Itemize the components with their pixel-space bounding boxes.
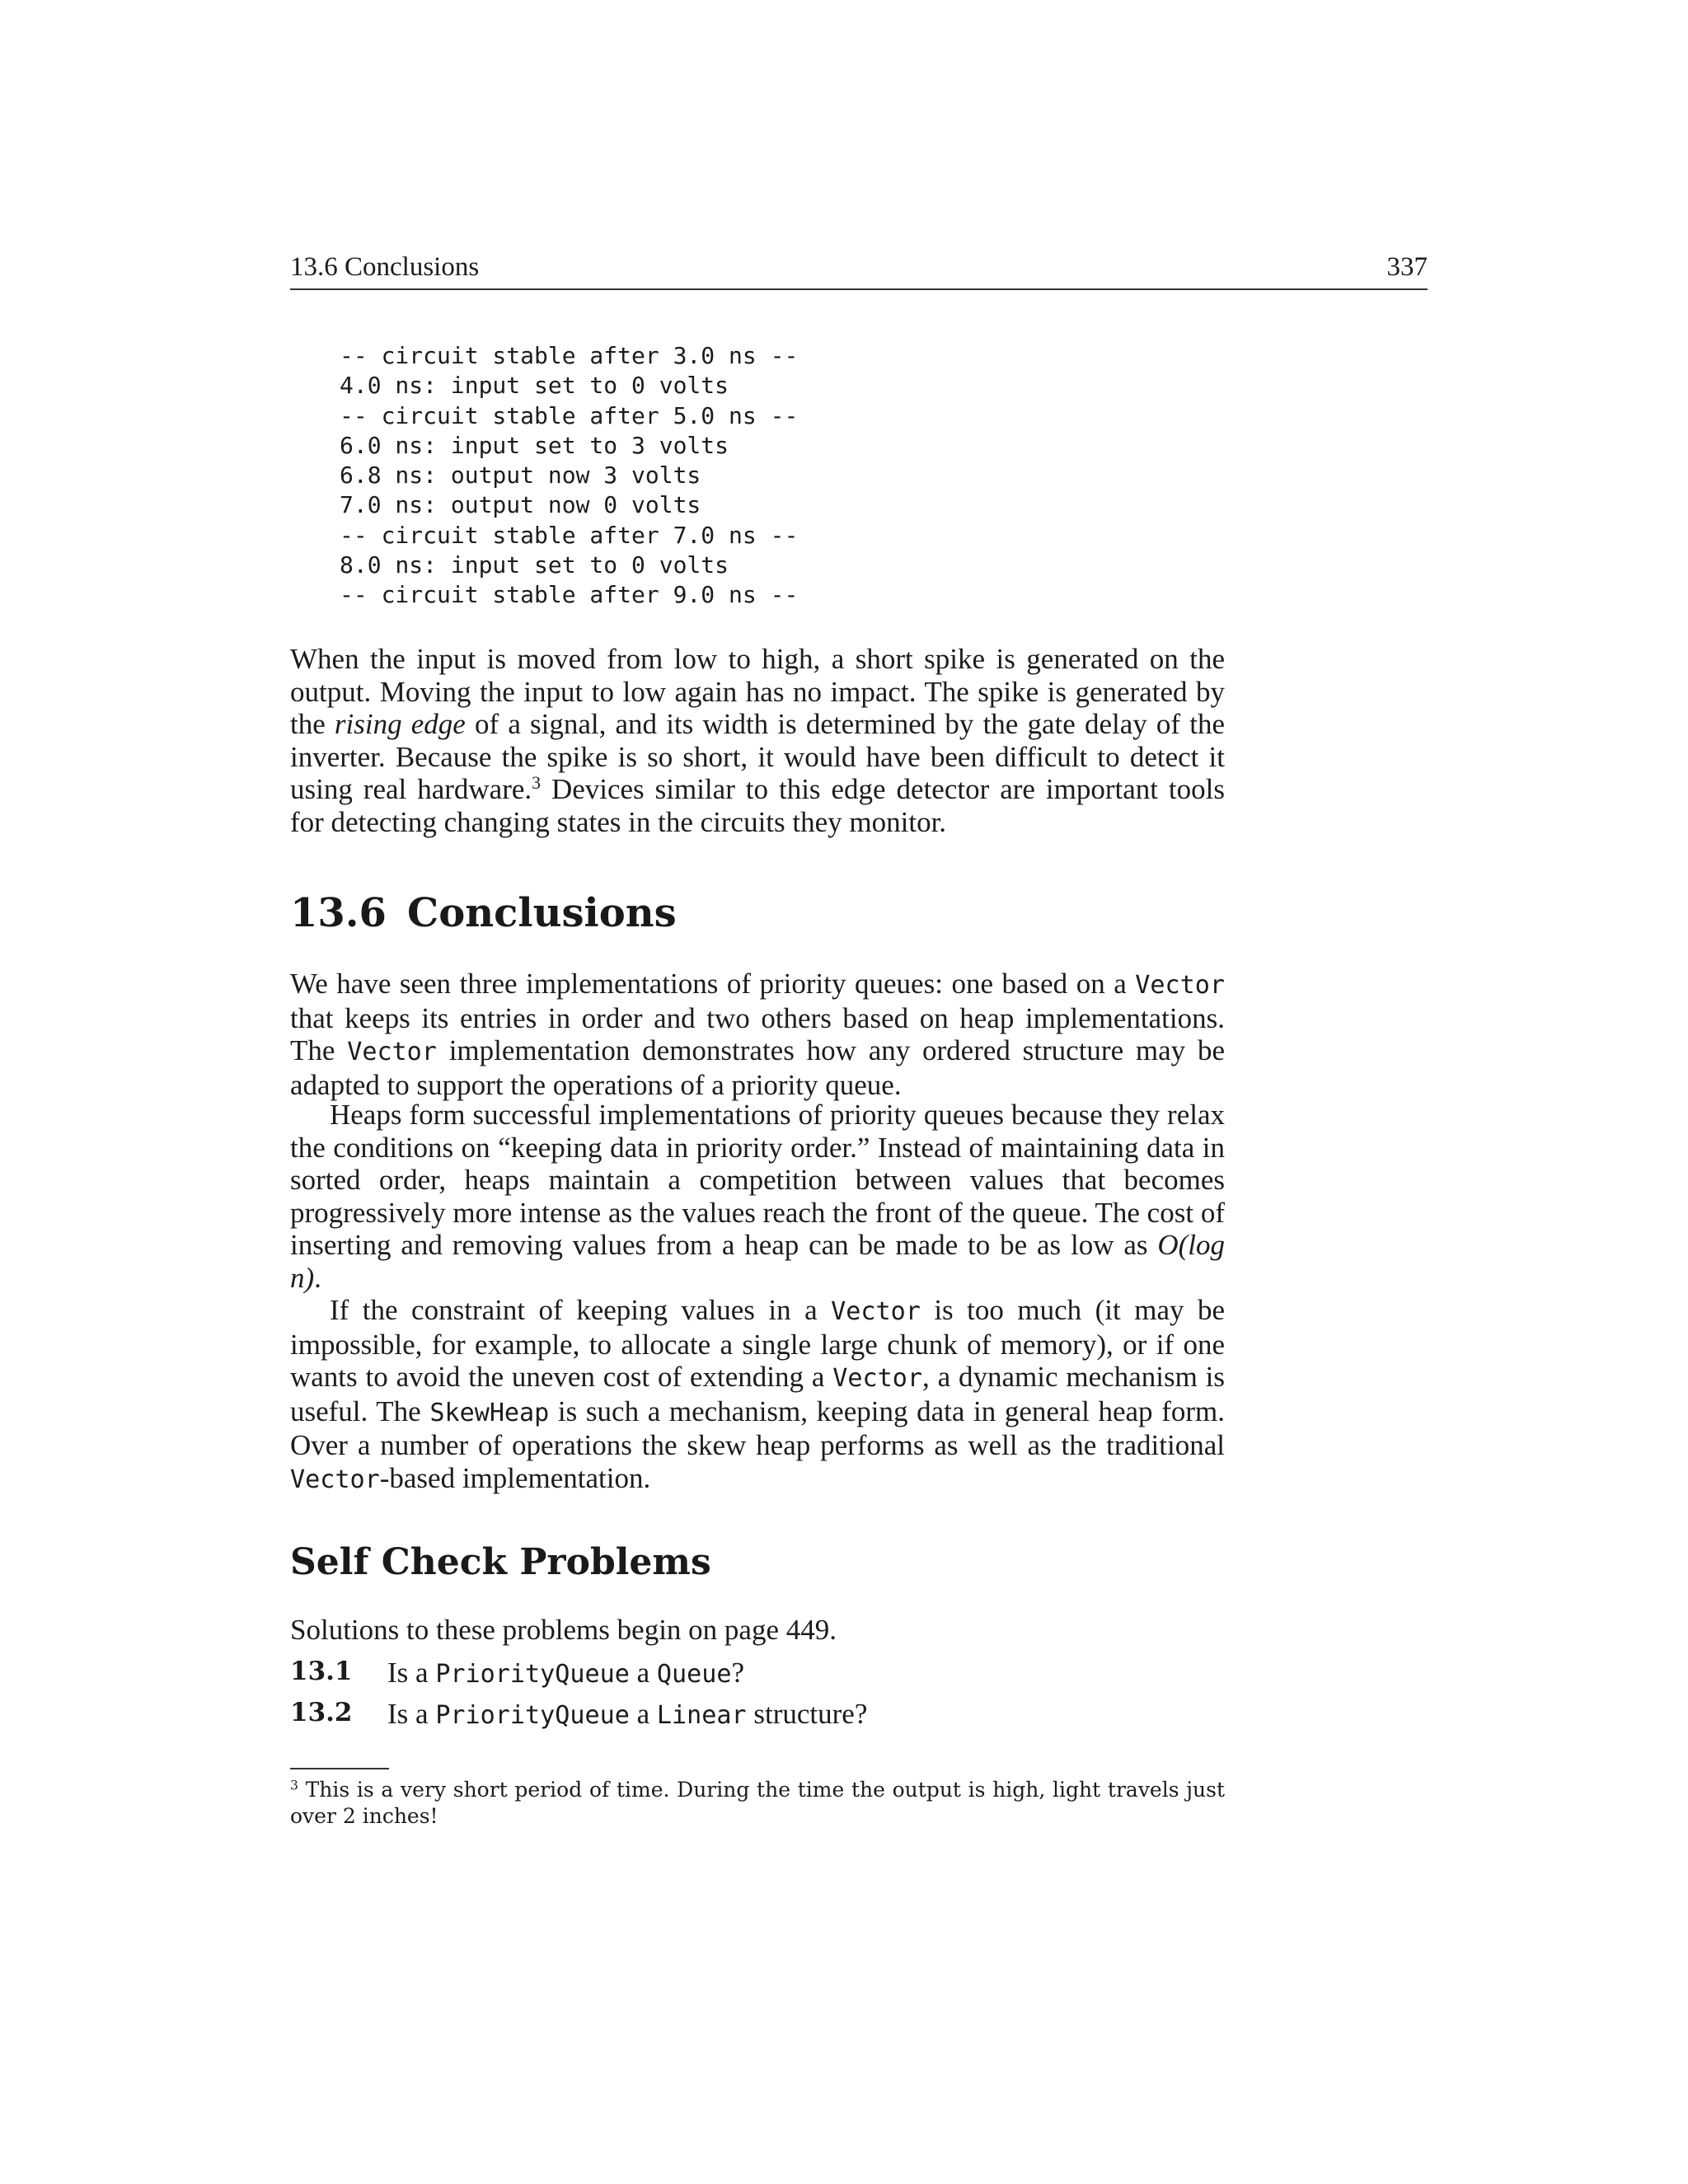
code-line: -- circuit stable after 3.0 ns --	[340, 342, 799, 369]
code-vector: Vector	[832, 1364, 923, 1394]
emphasis-rising-edge: rising edge	[334, 708, 466, 741]
code-vector: Vector	[347, 1038, 437, 1067]
section-heading-conclusions	[290, 890, 677, 936]
self-check-intro: Solutions to these problems begin on page 449.	[290, 1614, 837, 1646]
code-vector: Vector	[1135, 971, 1225, 1000]
code-line: 6.8 ns: output now 3 volts	[340, 462, 701, 490]
problem-number: 13.1	[290, 1657, 353, 1686]
code-skewheap: SkewHeap	[429, 1398, 550, 1427]
code-line: 4.0 ns: input set to 0 volts	[340, 372, 729, 400]
problem-text: Is a PriorityQueue a Queue?	[387, 1657, 745, 1689]
section-title: Conclusions	[407, 890, 677, 936]
paragraph-spike-explanation: When the input is moved from low to high, a short spike is generated on the output. Moving the input to low again has no impact. The spike is generated by the rising edge of a signal, and its width is determined by the gate delay of the inverter. Because the spike is so short, it would have been difficult to detect it using real hardware.$^3$ Devices similar to this edge detector are important tools for detecting changing states in the circuits they monitor.	[290, 643, 1225, 838]
simulation-output-code-block	[340, 341, 798, 611]
code-linear: Linear	[656, 1701, 747, 1730]
footnote: $^3$ This is a very short period of time. During the time the output is high, light travels just over 2 inches!	[290, 1778, 1225, 1828]
code-queue: Queue	[656, 1660, 732, 1689]
page-number: 337	[1386, 252, 1428, 282]
code-line: -- circuit stable after 9.0 ns --	[340, 581, 799, 609]
footnote-mark: 3	[290, 1778, 298, 1793]
paragraph-conclusions-1: We have seen three implementations of priority queues: one based on a Vector that keeps its entries in order and two others based on heap implementations. The Vector implementation demonstrates how any ordered structure may be adapted to support the operations of a priority queue.	[290, 968, 1225, 1101]
code-line: -- circuit stable after 5.0 ns --	[340, 401, 799, 429]
code-vector: Vector	[290, 1465, 380, 1494]
code-line: -- circuit stable after 7.0 ns --	[340, 521, 799, 549]
footnote-marker: 3	[532, 773, 541, 794]
section-number: 13.6	[290, 890, 387, 936]
running-title: 13.6 Conclusions	[290, 252, 480, 282]
section-heading-self-check: Self Check Problems	[290, 1541, 711, 1583]
code-vector: Vector	[831, 1297, 921, 1326]
problem-text: Is a PriorityQueue a Linear structure?	[387, 1698, 868, 1730]
code-line: 8.0 ns: input set to 0 volts	[340, 551, 729, 579]
paragraph-conclusions-3: If the constraint of keeping values in a Vector is too much (it may be impossible, for example, to allocate a single large chunk of memory), or if one wants to avoid the uneven cost of extending a Vector, a dynamic mechanism is useful. The SkewHeap is such a mechanism, keeping data in general heap form. Over a number of operations the skew heap performs as well as the traditional Vector-based implementation.	[290, 1294, 1225, 1494]
math-o-log-n: O(log n)	[290, 1229, 1225, 1294]
page-header	[290, 252, 1428, 290]
code-line: 6.0 ns: input set to 3 volts	[340, 431, 729, 459]
footnote-rule	[290, 1768, 389, 1769]
code-priorityqueue: PriorityQueue	[435, 1660, 630, 1689]
code-line: 7.0 ns: output now 0 volts	[340, 491, 701, 519]
code-priorityqueue: PriorityQueue	[435, 1701, 630, 1730]
problem-number: 13.2	[290, 1698, 353, 1727]
paragraph-conclusions-2: Heaps form successful implementations of priority queues because they relax the conditions on “keeping data in priority order.” Instead of maintaining data in sorted order, heaps maintain a competition between values that becomes progressively more intense as the values reach the front of the queue. The cost of inserting and removing values from a heap can be made to be as low as O(log n).	[290, 1099, 1225, 1294]
